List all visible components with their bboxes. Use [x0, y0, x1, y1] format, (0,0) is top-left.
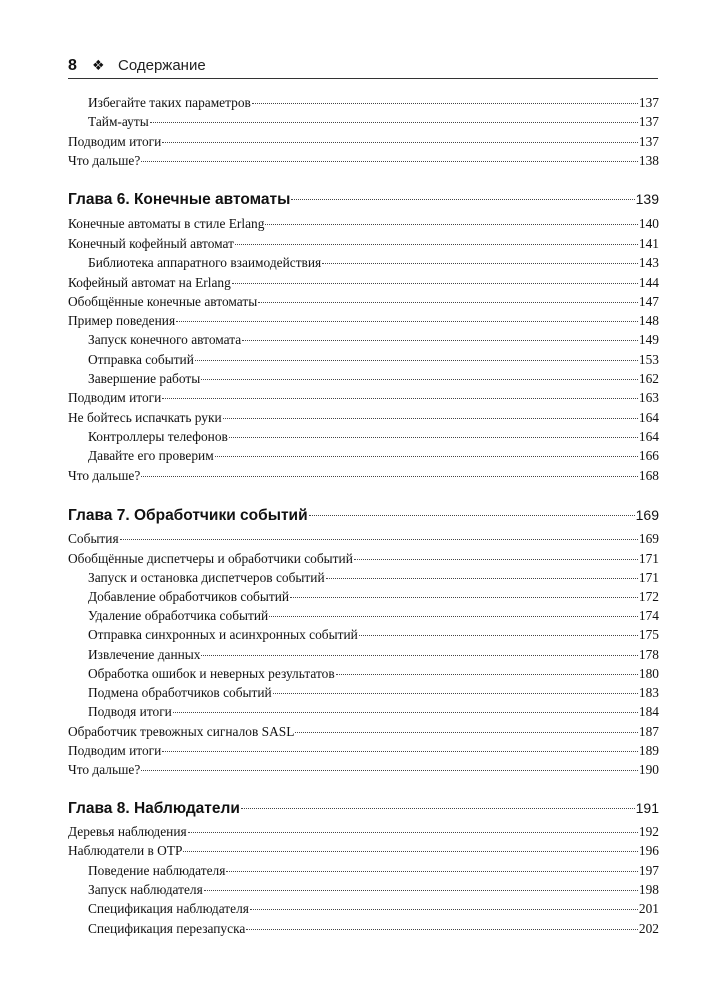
toc-entry: [68, 351, 659, 369]
fleuron-icon: ❖: [92, 58, 105, 74]
toc-entry-title: Запуск наблюдателя: [88, 882, 203, 897]
toc-entry: [68, 862, 659, 880]
toc-entry: [68, 742, 659, 760]
dot-leader: [223, 418, 638, 419]
toc-entry-title: Давайте его проверим: [88, 448, 214, 463]
toc-entry: [68, 723, 659, 741]
toc-chapter-entry: [68, 188, 659, 210]
toc-entry-title: Что дальше?: [68, 468, 141, 483]
toc-entry-title: Подводим итоги: [68, 134, 162, 149]
dot-leader: [201, 655, 637, 656]
toc-entry: [68, 389, 659, 407]
toc-entry: [68, 447, 659, 465]
toc-entry-title: Извлечение данных: [88, 647, 201, 662]
toc-entry-page: 187: [638, 724, 659, 739]
dot-leader: [273, 693, 638, 694]
dot-leader: [326, 578, 638, 579]
header-rule: [68, 78, 658, 79]
toc-entry-title: Кофейный автомат на Erlang: [68, 275, 231, 290]
dot-leader: [162, 142, 638, 143]
toc-entry-page: 202: [638, 921, 659, 936]
toc-entry-page: 174: [638, 608, 659, 623]
dot-leader: [336, 674, 638, 675]
toc-entry: [68, 133, 659, 151]
toc-entry-page: 189: [638, 743, 659, 758]
toc-entry-title: Подводим итоги: [68, 743, 162, 758]
toc-entry-page: 162: [638, 371, 659, 386]
toc-entry-title: Пример поведения: [68, 313, 176, 328]
dot-leader: [258, 302, 638, 303]
dot-leader: [322, 263, 638, 264]
toc-entry-title: События: [68, 531, 119, 546]
dot-leader: [295, 732, 638, 733]
toc-entry-page: 190: [638, 762, 659, 777]
dot-leader: [269, 616, 638, 617]
toc-entry: [68, 900, 659, 918]
toc-entry: [68, 684, 659, 702]
toc-entry-title: Подводим итоги: [68, 390, 162, 405]
toc-entry-page: 169: [635, 507, 659, 523]
toc-entry: [68, 761, 659, 779]
toc-entry: [68, 626, 659, 644]
toc-entry-title: Завершение работы: [88, 371, 201, 386]
toc-entry-title: Наблюдатели в OTP: [68, 843, 183, 858]
dot-leader: [141, 476, 638, 477]
toc-chapter-entry: [68, 504, 659, 526]
toc-entry-page: 184: [638, 704, 659, 719]
toc-entry-page: 196: [638, 843, 659, 858]
toc-entry-title: Спецификация перезапуска: [88, 921, 246, 936]
toc-entry-page: 198: [638, 882, 659, 897]
toc-entry-page: 197: [638, 863, 659, 878]
toc-entry-title: Запуск конечного автомата: [88, 332, 242, 347]
toc-entry-page: 147: [638, 294, 659, 309]
toc-entry: [68, 215, 659, 233]
toc-entry-page: 191: [635, 800, 659, 816]
toc-entry-title: Удаление обработчика событий: [88, 608, 269, 623]
dot-leader: [252, 103, 638, 104]
toc-entry-title: Конечный кофейный автомат: [68, 236, 235, 251]
toc-entry-page: 137: [638, 114, 659, 129]
toc-entry-page: 164: [638, 410, 659, 425]
dot-leader: [229, 437, 638, 438]
toc-entry-page: 143: [638, 255, 659, 270]
toc-entry-page: 175: [638, 627, 659, 642]
dot-leader: [188, 832, 638, 833]
dot-leader: [195, 360, 638, 361]
toc-entry-title: Запуск и остановка диспетчеров событий: [88, 570, 325, 585]
toc-entry: [68, 588, 659, 606]
dot-leader: [201, 379, 638, 380]
toc-entry: [68, 842, 659, 860]
running-title: Содержание: [118, 57, 206, 74]
toc-entry-page: 166: [638, 448, 659, 463]
dot-leader: [241, 808, 635, 809]
toc-entry: [68, 920, 659, 938]
toc-entry: [68, 409, 659, 427]
toc-entry-title: Деревья наблюдения: [68, 824, 187, 839]
toc-entry-page: 138: [638, 153, 659, 168]
toc-entry-title: Обработка ошибок и неверных результатов: [88, 666, 335, 681]
toc-entry-page: 168: [638, 468, 659, 483]
toc-entry-page: 171: [638, 570, 659, 585]
toc-entry: [68, 530, 659, 548]
dot-leader: [235, 244, 638, 245]
toc-entry-title: Библиотека аппаратного взаимодействия: [88, 255, 322, 270]
dot-leader: [173, 712, 638, 713]
toc-entry-page: 163: [638, 390, 659, 405]
toc-chapter-entry: [68, 797, 659, 819]
toc-entry-title: Глава 8. Наблюдатели: [68, 800, 240, 817]
toc-entry-title: Спецификация наблюдателя: [88, 901, 249, 916]
toc-entry: [68, 331, 659, 349]
toc-entry-page: 140: [638, 216, 659, 231]
toc-entry-title: Что дальше?: [68, 153, 141, 168]
toc-entry-page: 148: [638, 313, 659, 328]
toc-entry: [68, 646, 659, 664]
toc-entry-page: 137: [638, 134, 659, 149]
dot-leader: [354, 559, 638, 560]
toc-entry: [68, 569, 659, 587]
toc-entry: [68, 113, 659, 131]
toc-entry: [68, 467, 659, 485]
toc-entry-page: 178: [638, 647, 659, 662]
dot-leader: [265, 224, 637, 225]
toc-entry-title: Добавление обработчиков событий: [88, 589, 290, 604]
page-number: 8: [68, 57, 77, 74]
running-header: [68, 55, 658, 79]
toc-entry-page: 172: [638, 589, 659, 604]
dot-leader: [120, 539, 638, 540]
toc-entry-page: 149: [638, 332, 659, 347]
dot-leader: [232, 283, 638, 284]
toc-entry-page: 153: [638, 352, 659, 367]
dot-leader: [226, 871, 638, 872]
toc-entry: [68, 607, 659, 625]
dot-leader: [162, 398, 638, 399]
toc-entry-title: Отправка событий: [88, 352, 194, 367]
toc-entry: [68, 254, 659, 272]
dot-leader: [246, 929, 638, 930]
toc-entry-title: Подмена обработчиков событий: [88, 685, 272, 700]
toc-entry-title: Тайм-ауты: [88, 114, 149, 129]
toc-entry-page: 183: [638, 685, 659, 700]
dot-leader: [250, 909, 638, 910]
toc-entry-page: 192: [638, 824, 659, 839]
toc-entry-page: 139: [635, 191, 659, 207]
toc-entry: [68, 665, 659, 683]
dot-leader: [141, 161, 638, 162]
toc-entry-title: Контроллеры телефонов: [88, 429, 228, 444]
toc-entry-title: Обобщённые конечные автоматы: [68, 294, 258, 309]
toc-entry: [68, 550, 659, 568]
dot-leader: [176, 321, 638, 322]
dot-leader: [162, 751, 638, 752]
toc-entry-title: Глава 7. Обработчики событий: [68, 507, 308, 524]
dot-leader: [290, 597, 638, 598]
toc-entry-page: 164: [638, 429, 659, 444]
toc-entry-page: 201: [638, 901, 659, 916]
toc-entry: [68, 152, 659, 170]
toc-entry-title: Поведение наблюдателя: [88, 863, 226, 878]
toc-entry: [68, 274, 659, 292]
toc-entry-title: Избегайте таких параметров: [88, 95, 251, 110]
toc-entry: [68, 370, 659, 388]
toc-entry-title: Обработчик тревожных сигналов SASL: [68, 724, 295, 739]
dot-leader: [150, 122, 638, 123]
toc-entry-title: Отправка синхронных и асинхронных событий: [88, 627, 358, 642]
toc-entry-title: Не бойтесь испачкать руки: [68, 410, 222, 425]
dot-leader: [141, 770, 638, 771]
toc-entry: [68, 293, 659, 311]
toc-entry-title: Конечные автоматы в стиле Erlang: [68, 216, 265, 231]
toc-entry-page: 144: [638, 275, 659, 290]
toc-entry: [68, 823, 659, 841]
toc-entry-title: Обобщённые диспетчеры и обработчики событий: [68, 551, 353, 566]
toc-entry: [68, 94, 659, 112]
toc-entry-title: Подводя итоги: [88, 704, 172, 719]
dot-leader: [215, 456, 638, 457]
toc-entry-page: 169: [638, 531, 659, 546]
toc-entry-title: Глава 6. Конечные автоматы: [68, 191, 291, 208]
toc-entry: [68, 312, 659, 330]
toc-entry: [68, 881, 659, 899]
toc-entry: [68, 703, 659, 721]
dot-leader: [291, 199, 634, 200]
dot-leader: [242, 340, 638, 341]
dot-leader: [359, 635, 638, 636]
toc-entry: [68, 235, 659, 253]
toc-entry-title: Что дальше?: [68, 762, 141, 777]
toc-entry-page: 141: [638, 236, 659, 251]
toc-entry: [68, 428, 659, 446]
toc-entry-page: 137: [638, 95, 659, 110]
dot-leader: [183, 851, 637, 852]
toc-entry-page: 171: [638, 551, 659, 566]
dot-leader: [309, 515, 635, 516]
dot-leader: [204, 890, 638, 891]
toc-entry-page: 180: [638, 666, 659, 681]
